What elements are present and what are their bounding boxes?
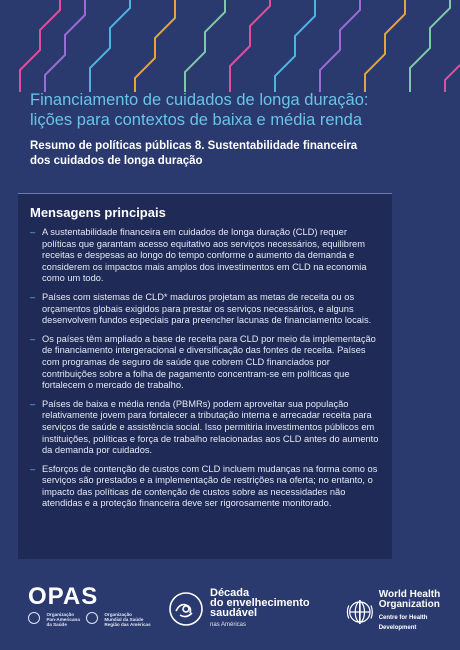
- key-message-text: Países com sistemas de CLD* maduros projetam as metas de receita ou os orçamentos globais exigidos para prestar os serviços necessários, e alguns desenvolvem fundos especiais para preencher lacunas de financiamento locais.: [42, 291, 372, 326]
- paho-line-3: da Saúde: [46, 622, 67, 628]
- who-line-1: World Health: [378, 589, 441, 600]
- key-message-item: [30, 399, 382, 457]
- key-messages-heading: Mensagens principais: [30, 205, 166, 220]
- who-am-line-2: Mundial da Saúde: [104, 617, 144, 623]
- opas-wordmark: OPAS: [28, 583, 99, 610]
- decada-spiral-icon: [168, 591, 204, 627]
- bullet-dash: –: [30, 398, 36, 409]
- footer-logos: [0, 580, 460, 650]
- decada-logo: [168, 588, 310, 630]
- opas-subtitles: [28, 612, 151, 631]
- who-am-line-3: Região das Américas: [104, 622, 151, 628]
- decada-line-4: nas Américas: [210, 622, 247, 628]
- bullet-dash: –: [30, 291, 36, 302]
- title-line-1: Financiamento de cuidados de longa duração:: [30, 91, 369, 109]
- key-message-text: Os países têm ampliado a base de receita para CLD por meio da implementação de financiamento intergeracional e diversificação das fontes de receita. Países com programas de seguro de saúde que cobrem CLD financiados por contribuições sobre a folha de pagamento concentram-se em políticas que fortalecem o mercado de trabalho.: [42, 333, 376, 391]
- who-line-2: Organization: [378, 599, 440, 610]
- key-message-text: Esforços de contenção de custos com CLD incluem mudanças na forma como os serviços são prestados e a implementação de restrições na oferta; no entanto, o impacto das políticas de contenção de custos sobre as necessidades não atendidas e a proteção financeira deve ser rigorosamente monitorado.: [42, 463, 378, 509]
- who-line-3: Centre for Health Development: [378, 615, 428, 631]
- key-message-text: A sustentabilidade financeira em cuidados de longa duração (CLD) requer políticas que garantam acesso equitativo aos serviços necessários, equilibrem receitas e despesas ao longo do tempo conforme o aumento da demanda e considerem os impactos mais amplos dos investimentos em CLD na economia como um todo.: [42, 227, 367, 284]
- paho-line-1: Organização: [46, 612, 75, 617]
- who-am-line-1: Organização: [104, 612, 132, 617]
- bullet-dash: –: [30, 463, 36, 474]
- key-messages-panel: [18, 193, 392, 559]
- title-line-2: lições para contextos de baixa e média renda: [30, 111, 363, 129]
- key-message-item: [30, 334, 382, 392]
- key-message-item: [30, 227, 382, 285]
- paho-line-2: Pan-Americana: [46, 617, 80, 623]
- panel-divider: [18, 193, 392, 194]
- who-americas-label: [86, 612, 151, 631]
- who-emblem-small-icon: [86, 612, 98, 624]
- subtitle-line-2: dos cuidados de longa duração: [30, 154, 203, 167]
- subtitle-line-1: Resumo de políticas públicas 8. Sustentabilidade financeira: [30, 140, 358, 152]
- key-message-item: [30, 292, 382, 327]
- key-messages-list: [30, 227, 382, 517]
- decada-line-1: Década: [210, 587, 250, 599]
- paho-emblem-icon: [28, 612, 40, 624]
- decada-text: [210, 588, 310, 630]
- document-subtitle: [30, 139, 430, 168]
- who-text: [379, 590, 460, 633]
- who-emblem-icon: [346, 597, 374, 627]
- key-message-text: Países de baixa e média renda (PBMRs) podem aproveitar sua população relativamente jovem para fortalecer a tributação interna e arrecadar receita para serviços de saúde e assistência social. Isso permitiria investimentos públicos em instituições, políticas e força de trabalho relacionadas aos CLD antes do aumento da demanda por cuidados.: [42, 398, 379, 456]
- who-logo: [346, 590, 460, 633]
- decada-line-2: do envelhecimento: [210, 597, 310, 609]
- bullet-dash: –: [30, 333, 36, 344]
- bullet-dash: –: [30, 227, 36, 237]
- decorative-line-pattern: [0, 0, 460, 92]
- decada-line-3: saudável: [210, 607, 258, 619]
- paho-label: [28, 612, 80, 631]
- document-title: [30, 90, 430, 130]
- key-message-item: [30, 464, 382, 510]
- opas-logo: [28, 584, 151, 631]
